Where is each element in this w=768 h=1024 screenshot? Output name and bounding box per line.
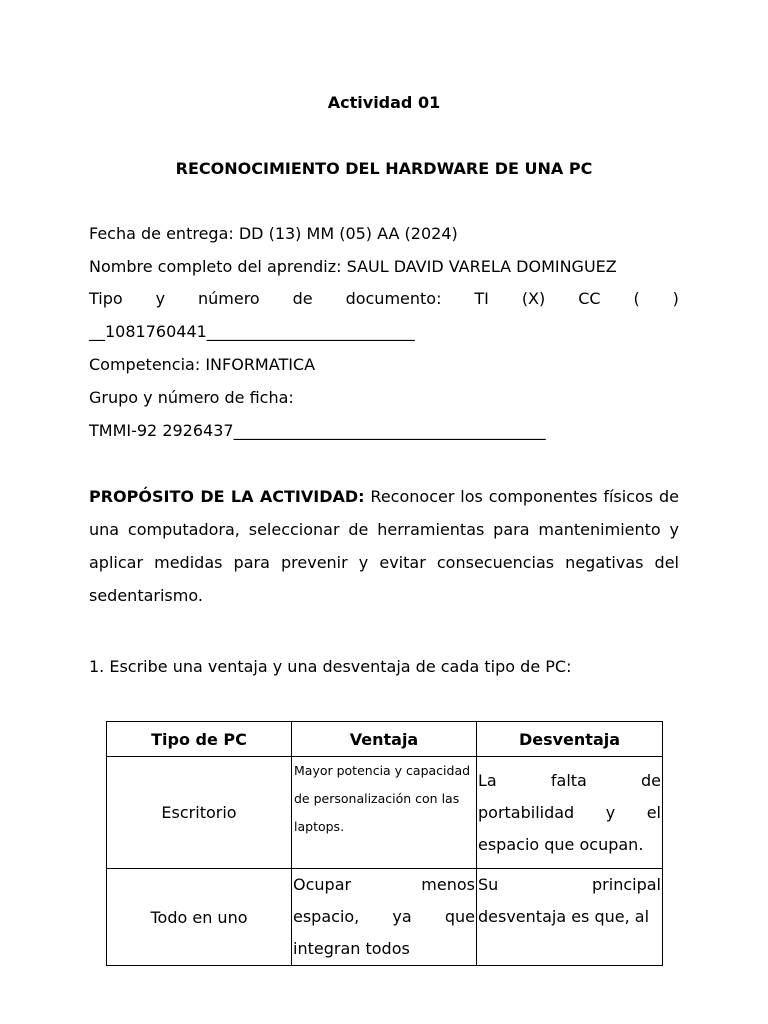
tipo-documento-row	[89, 289, 679, 308]
cell-tipo: Todo en uno	[107, 869, 292, 966]
grupo-ficha-label: Grupo y número de ficha:	[89, 388, 294, 407]
page-title: Actividad 01	[327, 93, 441, 112]
cell-ventaja: Mayor potencia y capacidad de personalización con las laptops.	[292, 757, 477, 869]
doc-word: y	[155, 289, 166, 308]
proposito-paragraph	[89, 480, 679, 612]
ficha-value: TMMI-92 2926437_______________________________________	[89, 421, 546, 440]
cell-ventaja: Ocupar menos espacio, ya que integran todos	[292, 869, 477, 966]
cell-desventaja: Su principal desventaja es que, al	[477, 869, 663, 966]
proposito-label: PROPÓSITO DE LA ACTIVIDAD:	[89, 487, 365, 506]
table-header-row	[107, 722, 663, 757]
header-tipo: Tipo de PC	[107, 722, 292, 757]
doc-word: CC	[578, 289, 601, 308]
header-desventaja: Desventaja	[477, 722, 663, 757]
table-row	[107, 869, 663, 966]
doc-word: de	[292, 289, 313, 308]
doc-word: )	[672, 289, 679, 308]
question-1: 1. Escribe una ventaja y una desventaja de cada tipo de PC:	[89, 657, 572, 676]
proposito-text: Reconocer los componentes físicos de una computadora, seleccionar de herramientas para mantenimiento y aplicar medidas para prevenir y evitar consecuencias negativas del sedentarismo.	[89, 487, 680, 605]
fecha-entrega: Fecha de entrega: DD (13) MM (05) AA (2024)	[89, 224, 458, 243]
nombre-aprendiz: Nombre completo del aprendiz: SAUL DAVID VARELA DOMINGUEZ	[89, 257, 617, 276]
numero-documento: __1081760441__________________________	[89, 322, 415, 341]
cell-tipo: Escritorio	[107, 757, 292, 869]
doc-word: TI	[474, 289, 489, 308]
cell-desventaja: La falta de portabilidad y el espacio que ocupan.	[477, 757, 663, 869]
doc-word: documento:	[345, 289, 442, 308]
table-row	[107, 757, 663, 869]
doc-word: (	[633, 289, 640, 308]
doc-word: (X)	[521, 289, 546, 308]
page-subtitle: RECONOCIMIENTO DEL HARDWARE DE UNA PC	[175, 159, 593, 178]
competencia: Competencia: INFORMATICA	[89, 355, 316, 374]
doc-word: número	[197, 289, 260, 308]
doc-word: Tipo	[89, 289, 123, 308]
header-ventaja: Ventaja	[292, 722, 477, 757]
pc-types-table	[106, 721, 663, 966]
